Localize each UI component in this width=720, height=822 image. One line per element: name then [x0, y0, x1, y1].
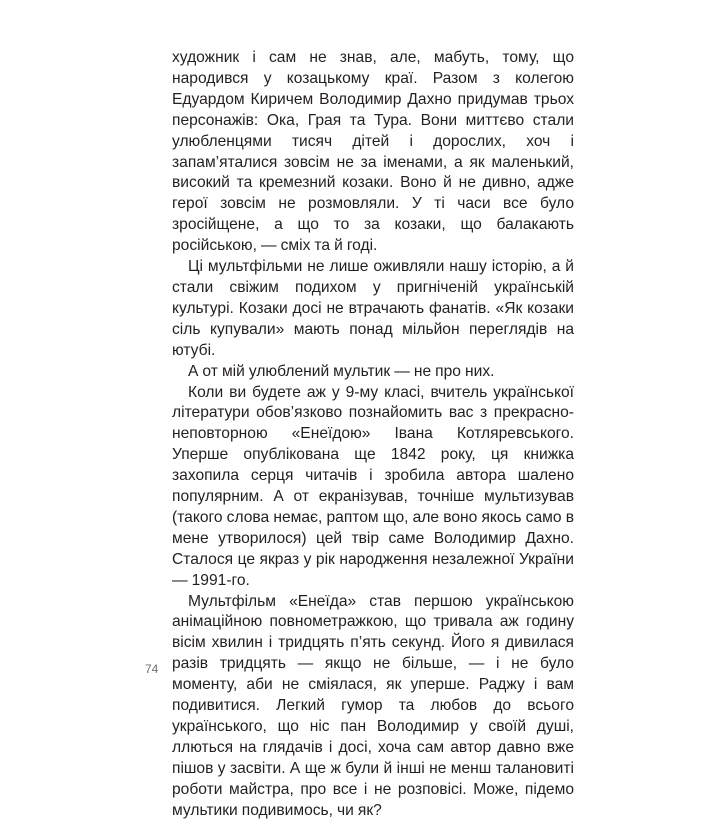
paragraph-4: Коли ви будете аж у 9-му класі, вчитель української літератури обов’язково познайомить вас з прекрасно-неповторною «Енеїдою» Івана Котляревського. Уперше опублікована ще 1842 року, ця книжка захопила серця читачів і зробила автора шалено популярним. А от екранізував, точніше мультизував (такого слова немає, раптом що, але воно якось само в мене утворилося) цей твір саме Володимир Дахно. Сталося це якраз у рік народження незалежної України — 1991-го. — [172, 383, 574, 589]
paragraph-3: А от мій улюблений мультик — не про них. — [188, 362, 495, 380]
page-body — [172, 48, 574, 822]
paragraph-5: Мультфільм «Енеїда» став першою українською анімаційною повнометражкою, що тривала аж годину вісім хвилин і тридцять п’ять секунд. Його я дивилася разів тридцять — якщо не більше, — і не було моменту, аби не сміялася, як уперше. Раджу і вам подивитися. Легкий гумор та любов до всього українського, що ніс пан Володимир у своїй душі, ллються на глядачів і досі, хоча сам автор давно вже пішов у засвіти. А ще ж були й інші не менш талановиті роботи майстра, про все і не розповісі. Може, підемо мультики подивимось, чи як? — [172, 592, 574, 819]
paragraph-1: художник і сам не знав, але, мабуть, тому, що народився у козацькому краї. Разом з колегою Едуардом Киричем Володимир Дахно придумав трьох персонажів: Ока, Грая та Тура. Вони миттєво стали улюбленцями тисяч дітей і дорослих, хоч і запам’яталися зовсім не за іменами, а як маленький, високий та кремезний козаки. Воно й не дивно, адже герої зовсім не розмовляли. У ті часи все було зросійщене, а що то за козаки, що балакають російською, — сміх та й годі. — [172, 49, 574, 255]
page-number: 74 — [145, 662, 159, 676]
paragraph-2: Ці мультфільми не лише оживляли нашу історію, а й стали свіжим подихом у пригніченій українській культурі. Козаки досі не втрачають фанатів. «Як козаки сіль купували» мають понад мільйон переглядів на ютубі. — [172, 258, 574, 359]
